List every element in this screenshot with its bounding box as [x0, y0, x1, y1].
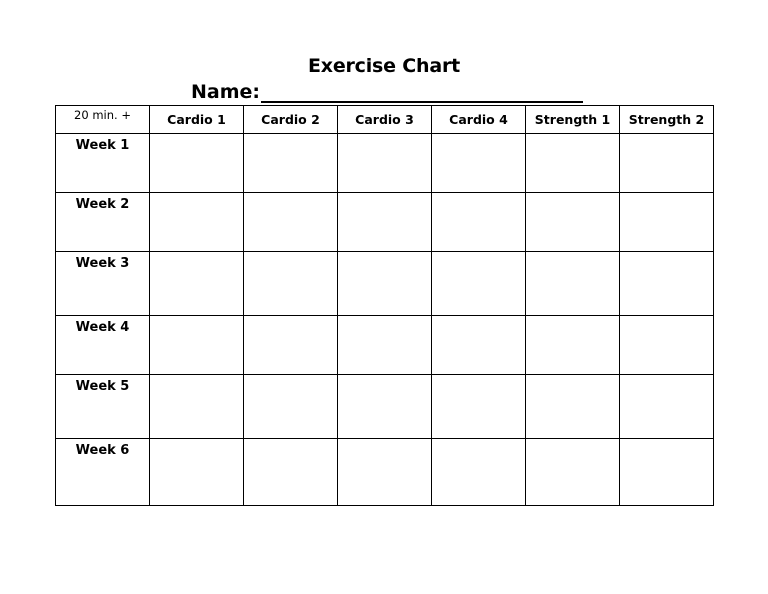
- table-cell[interactable]: [150, 193, 244, 252]
- table-cell[interactable]: [526, 316, 620, 375]
- table-row: [56, 134, 714, 193]
- table-cell[interactable]: [432, 439, 526, 506]
- row-header-week-1: Week 1: [56, 134, 150, 193]
- row-header-week-6: Week 6: [56, 439, 150, 506]
- name-blank-line[interactable]: [261, 81, 583, 103]
- table-cell[interactable]: [338, 193, 432, 252]
- table-cell[interactable]: [150, 252, 244, 316]
- exercise-table: [55, 105, 714, 506]
- table-cell[interactable]: [244, 193, 338, 252]
- name-label: Name:: [191, 81, 261, 103]
- table-cell[interactable]: [620, 252, 714, 316]
- name-field-row: [191, 81, 591, 107]
- table-cell[interactable]: [338, 134, 432, 193]
- table-cell[interactable]: [338, 375, 432, 439]
- table-row: [56, 316, 714, 375]
- table-cell[interactable]: [620, 193, 714, 252]
- table-cell[interactable]: [338, 439, 432, 506]
- table-cell[interactable]: [620, 316, 714, 375]
- table-cell[interactable]: [244, 439, 338, 506]
- table-cell[interactable]: [150, 134, 244, 193]
- table-cell[interactable]: [620, 375, 714, 439]
- table-cell[interactable]: [526, 375, 620, 439]
- table-cell[interactable]: [244, 375, 338, 439]
- row-header-week-2: Week 2: [56, 193, 150, 252]
- table-cell[interactable]: [432, 375, 526, 439]
- table-cell[interactable]: [432, 252, 526, 316]
- table-cell[interactable]: [338, 316, 432, 375]
- column-header-cardio-2: Cardio 2: [244, 106, 338, 134]
- table-cell[interactable]: [620, 439, 714, 506]
- table-cell[interactable]: [150, 439, 244, 506]
- table-cell[interactable]: [432, 134, 526, 193]
- table-row: [56, 375, 714, 439]
- table-cell[interactable]: [526, 439, 620, 506]
- column-header-cardio-1: Cardio 1: [150, 106, 244, 134]
- table-cell[interactable]: [526, 252, 620, 316]
- table-cell[interactable]: [432, 193, 526, 252]
- table-row: [56, 193, 714, 252]
- row-header-week-5: Week 5: [56, 375, 150, 439]
- column-header-strength-2: Strength 2: [620, 106, 714, 134]
- table-cell[interactable]: [432, 316, 526, 375]
- table-cell[interactable]: [244, 316, 338, 375]
- table-cell[interactable]: [620, 134, 714, 193]
- table-cell[interactable]: [526, 193, 620, 252]
- table-cell[interactable]: [244, 134, 338, 193]
- corner-label: 20 min. +: [56, 106, 150, 134]
- column-header-cardio-3: Cardio 3: [338, 106, 432, 134]
- table-cell[interactable]: [338, 252, 432, 316]
- header-row: [56, 106, 714, 134]
- row-header-week-4: Week 4: [56, 316, 150, 375]
- table-cell[interactable]: [526, 134, 620, 193]
- row-header-week-3: Week 3: [56, 252, 150, 316]
- table-cell[interactable]: [150, 375, 244, 439]
- page-title: Exercise Chart: [307, 55, 461, 77]
- table-cell[interactable]: [244, 252, 338, 316]
- table-row: [56, 252, 714, 316]
- table-row: [56, 439, 714, 506]
- table-cell[interactable]: [150, 316, 244, 375]
- column-header-strength-1: Strength 1: [526, 106, 620, 134]
- column-header-cardio-4: Cardio 4: [432, 106, 526, 134]
